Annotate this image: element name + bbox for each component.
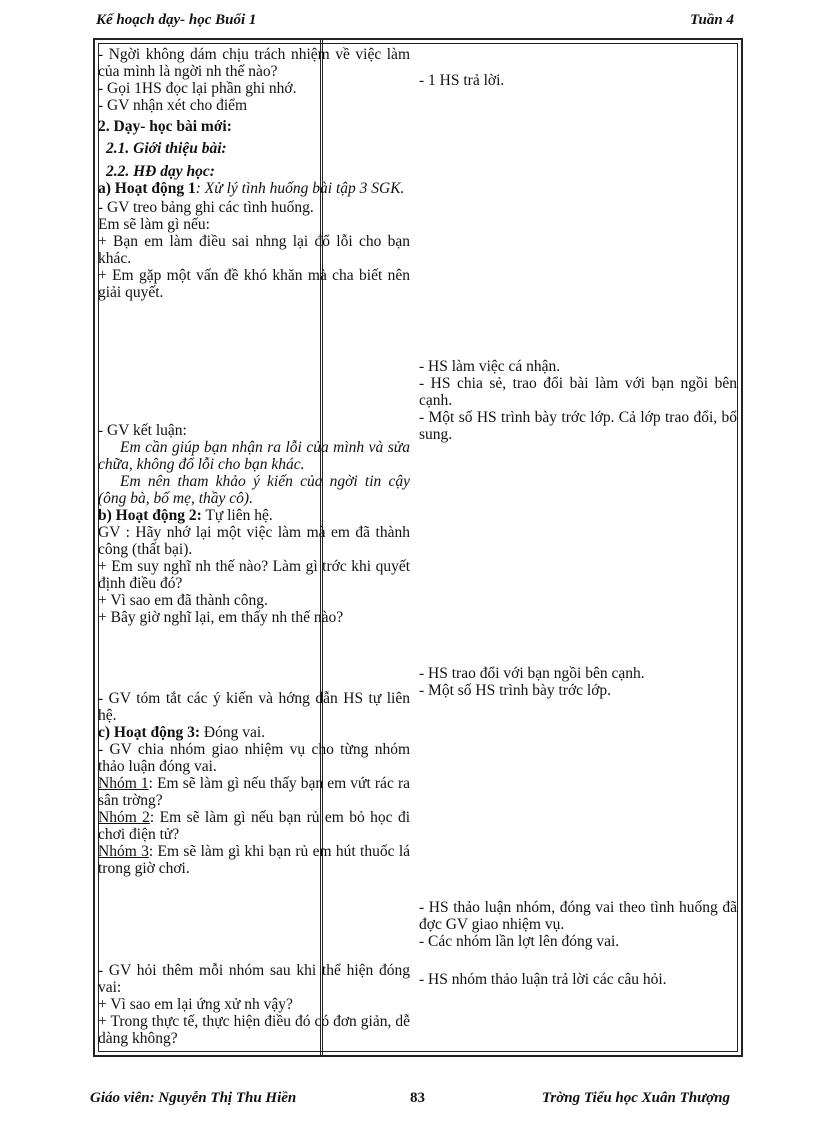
text-line: - GV chia nhóm giao nhiệm vụ cho từng nhóm thảo luận đóng vai. <box>98 741 410 775</box>
right-block-2 <box>419 358 737 443</box>
text-line: - Một số HS trình bày trớc lớp. <box>419 682 612 699</box>
subsection-heading: 2.2. HĐ dạy học: <box>106 163 215 180</box>
text-line: - HS nhóm thảo luận trả lời các câu hỏi. <box>419 971 667 988</box>
text-line: - GV kết luận: <box>98 422 187 439</box>
group-3: Nhóm 3: Em sẽ làm gì khi bạn rủ em hút thuốc lá trong giờ chơi. <box>98 843 410 877</box>
text-line: - Gọi 1HS đọc lại phần ghi nhớ. <box>98 80 297 97</box>
text-line: - Ngời không dám chịu trách nhiệm về việc làm của mình là ngời nh thế nào? <box>98 46 410 80</box>
right-block-4 <box>419 899 737 950</box>
text-line: - HS trao đổi với bạn ngồi bên cạnh. <box>419 665 645 682</box>
left-block-followup <box>98 962 410 1047</box>
page-footer <box>90 1090 730 1112</box>
right-block-1 <box>419 72 737 89</box>
footer-school: Trờng Tiểu học Xuân Thượng <box>541 1090 730 1106</box>
subsection-heading: 2.1. Giới thiệu bài: <box>106 140 227 157</box>
page-header <box>96 12 734 36</box>
activity-3: c) Hoạt động 3: Đóng vai. <box>98 724 266 741</box>
header-plan-title: Kế hoạch dạy- học Buổi 1 <box>96 12 257 28</box>
text-line: Em sẽ làm gì nếu: <box>98 216 210 233</box>
section-heading: 2. Dạy- học bài mới: <box>98 118 232 135</box>
text-line: GV : Hãy nhớ lại một việc làm mà em đã thành công (thất bại). <box>98 524 410 558</box>
conclusion-2: Em nên tham khảo ý kiến của ngời tin cậy (ông bà, bố mẹ, thầy cô). <box>98 473 410 507</box>
left-block-check-old <box>98 46 410 114</box>
text-line: + Trong thực tế, thực hiện điều đó có đơn giản, dễ dàng không? <box>98 1013 410 1047</box>
text-line: + Bạn em làm điều sai nhng lại đổ lỗi cho bạn khác. <box>98 233 410 267</box>
text-line: - GV nhận xét cho điểm <box>98 97 248 114</box>
activity-1: a) Hoạt động 1: Xử lý tình huống bài tập 3 SGK. <box>98 180 405 197</box>
text-line: - Các nhóm lần lợt lên đóng vai. <box>419 933 620 950</box>
text-line: - GV treo bảng ghi các tình huống. <box>98 199 314 216</box>
left-block-roleplay <box>98 690 410 877</box>
text-line: - HS làm việc cá nhận. <box>419 358 561 375</box>
text-line: - 1 HS trả lời. <box>419 72 505 89</box>
footer-page-number: 83 <box>410 1090 425 1106</box>
header-week: Tuần 4 <box>689 12 734 28</box>
activity-2: b) Hoạt động 2: Tự liên hệ. <box>98 507 273 524</box>
text-line: + Vì sao em đã thành công. <box>98 592 268 609</box>
text-line: - HS chia sẻ, trao đổi bài làm với bạn ngồi bên cạnh. <box>419 375 737 409</box>
text-line: + Bây giờ nghĩ lại, em thấy nh thế nào? <box>98 609 344 626</box>
text-line: - GV tóm tắt các ý kiến và hớng dẫn HS tự liên hệ. <box>98 690 410 724</box>
group-1: Nhóm 1: Em sẽ làm gì nếu thấy bạn em vứt rác ra sân trờng? <box>98 775 411 809</box>
left-block-conclusion <box>98 422 410 626</box>
left-block-new-lesson <box>98 118 410 301</box>
text-line: + Em suy nghĩ nh thế nào? Làm gì trớc khi quyết định điều đó? <box>98 558 410 592</box>
footer-teacher: Giáo viên: Nguyễn Thị Thu Hiền <box>90 1090 297 1106</box>
text-line: + Vì sao em lại ứng xử nh vậy? <box>98 996 293 1013</box>
text-line: - Một số HS trình bày trớc lớp. Cả lớp trao đổi, bổ sung. <box>419 409 737 443</box>
text-line: - GV hỏi thêm mỗi nhóm sau khi thể hiện đóng vai: <box>98 962 410 996</box>
text-line: + Em gặp một vấn đề khó khăn mà cha biết nên giải quyết. <box>98 267 410 301</box>
conclusion-1: Em cần giúp bạn nhận ra lỗi của mình và sửa chữa, không đổ lỗi cho bạn khác. <box>98 439 410 473</box>
text-line: - HS thảo luận nhóm, đóng vai theo tình huống đã đợc GV giao nhiệm vụ. <box>419 899 737 933</box>
right-block-5 <box>419 971 737 988</box>
group-2: Nhóm 2: Em sẽ làm gì nếu bạn rủ em bỏ học đi chơi điện tử? <box>98 809 411 843</box>
right-block-3 <box>419 665 737 699</box>
